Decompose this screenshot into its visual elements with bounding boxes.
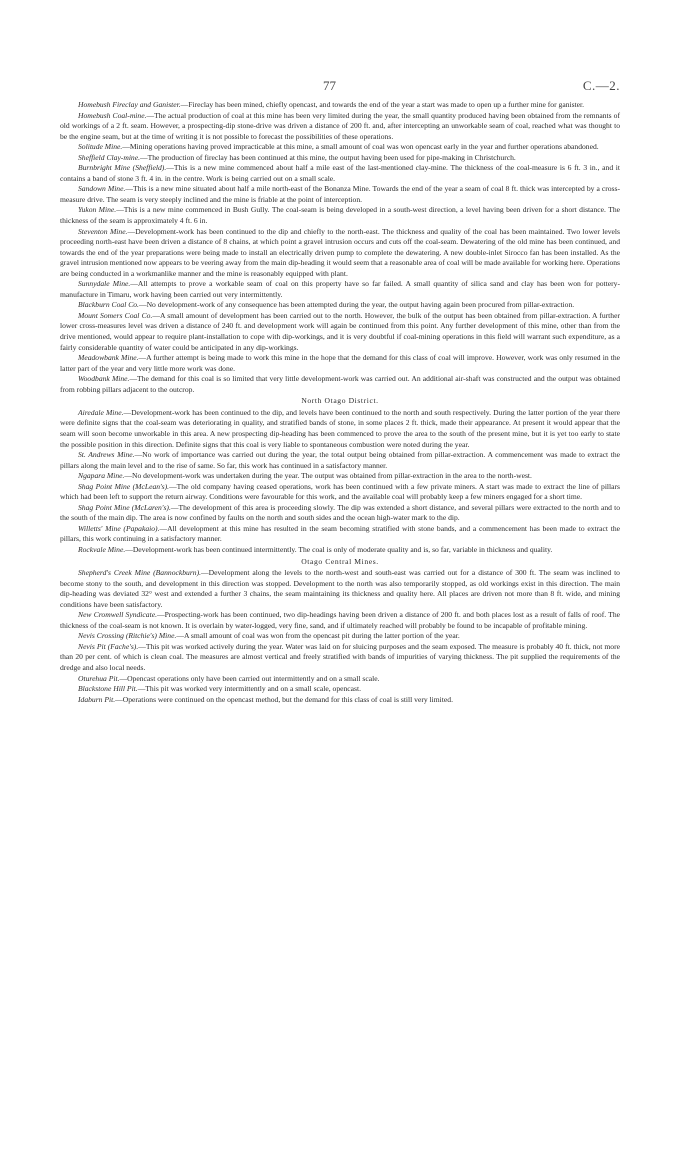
paragraph-heading: Solitude Mine. [78,142,123,152]
paragraph [60,300,620,311]
paragraph [60,482,620,503]
paragraph [60,642,620,674]
paragraph-text: —This is a new mine commenced in Bush Gully. The coal-seam is being developed in a south-west direction, a level having been driven for a short distance. The thickness of the seam is approximately 4 ft. 6 in. [60,205,620,226]
paragraph-heading: New Cromwell Syndicate. [78,610,157,620]
paragraph-text: —No work of importance was carried out during the year, the total output being obtained from pillar-extraction. A commencement was made to extract the pillars along the main level and to the rise of same. So far, this work has continued in a satisfactory manner. [60,450,621,470]
paragraph-text: —Development-work has been continued to the dip, and levels have been continued to the north and south respectively. During the latter portion of the year there were definite signs that the coal-seam was deteriorating in quality, and stratified bands of stone, in some places 2 ft. thick, made their appearance. At present it would appear that the seam will soon become unworkable in this area. A new prospecting dip-heading has been commenced to prove the area to the south of the present mine, but it is yet too early to state the possible position in this direction. Definite signs that this coal is very liable to spontaneous combustion were noted during the year. [60,407,620,449]
paragraph [60,374,620,395]
paragraph [60,311,620,353]
paragraph-heading: Oturehua Pit. [78,673,120,683]
page-header [60,78,620,100]
paragraph-heading: Yukon Mine. [78,205,117,215]
paragraph-text: —A further attempt is being made to work this mine in the hope that the demand for this class of coal will improve. However, work was only resumed in the latter part of the year and very little more work was done. [60,353,620,373]
paragraph [60,205,620,226]
paragraph-text: —The actual production of coal at this mine has been very limited during the year, the small quantity produced having been obtained from the remnants of old workings of a 2 ft. seam. However, a prospecting-dip stone-drive was driven a distance of 200 ft. and, after intercepting an unworkable seam of coal, reached what was thought to be the engine seam, but at the time of writing it is not possible to forecast the possibilities of these operations. [60,110,620,141]
paragraph [60,610,620,631]
paragraph-text: —Opencast operations only have been carried out intermittently and on a small scale. [119,673,380,683]
paragraph-text: —The old company having ceased operations, work has been continued with a few private miners. A start was made to extract the line of pillars which had been left to support the return airway. Conditions were favourable for this work, and the available coal will probably keep a few miners engaged for a short time. [60,481,620,502]
paragraph-text: —This is a new mine situated about half a mile north-east of the Bonanza Mine. Towards the end of the year a seam of coal 8 ft. thick was intercepted by a cross-measure drive. The seam is very steeply inclined and the mine is friable at the point of interception. [60,184,620,204]
paragraph-heading: St. Andrews Mine. [78,450,135,460]
paragraph-heading: Shag Point Mine (McLaren's). [78,502,171,512]
paragraph [60,153,620,164]
paragraph-heading: Woodbank Mine. [78,374,130,384]
paragraph-text: —This is a new mine commenced about half a mile east of the last-mentioned clay-mine. The thickness of the coal-measure is 6 ft. 3 in., and it contains a band of stone 3 ft. 4 in. in the centre. Work is being carried out on a small scale. [60,163,620,183]
paragraph-heading: Nevis Crossing (Ritchie's) Mine. [78,631,177,641]
paragraph-heading: Blackburn Coal Co. [78,300,139,310]
paragraph [60,408,620,450]
paragraph [60,279,620,300]
paragraph-text: —Mining operations having proved impracticable at this mine, a small amount of coal was won opencast early in the year and further operations abandoned. [122,142,599,152]
paragraph [60,674,620,685]
paragraph-heading: Sandown Mine. [78,184,126,194]
paragraph-text: —Operations were continued on the opencast method, but the demand for this class of coal is still very limited. [115,694,453,704]
paragraph-text: —No development-work was undertaken during the year. The output was obtained from pillar-extraction in the area to the north-west. [124,471,532,481]
paragraph-text: —All attempts to prove a workable seam of coal on this property have so far failed. A small quantity of silica sand and clay has been won for pottery-manufacture in Timaru, work having been carried out very intermittently. [60,279,620,299]
paragraph [60,568,620,610]
paragraph-text: —The development of this area is proceeding slowly. The dip was extended a short distance, and several pillars were extracted to the north and to the south of the main dip. The area is now confined by faults on the north and south sides and the ocean high-water mark to the dip. [60,502,621,523]
paragraph-heading: Homebush Fireclay and Ganister. [78,100,181,109]
paragraph-text: —A small amount of development has been carried out to the north. However, the bulk of the output has been obtained from pillar-extraction. A further lower cross-measures level was driven a distance of 240 ft. and development work will again be continued from this point. Any further development of this mine, other than from the drive mentioned, would appear to require plant-installation to cope with dip-workings, and it is very doubtful if coal-mining operations in this field will warrant such expenditure, as a fairly considerable quantity of water could be anticipated in any dip-workings. [60,310,620,352]
paragraph-text: —Fireclay has been mined, chiefly opencast, and towards the end of the year a start was made to open up a further mine for ganister. [180,100,585,109]
section-heading: Otago Central Mines. [301,556,379,566]
paragraph [60,227,620,280]
document-page [60,78,620,705]
paragraph-text: —Development-work has been continued intermittently. The coal is only of moderate quality and is, so far, variable in thickness and quality. [125,544,553,554]
paragraph-text: —Development-work has been continued to the dip and chiefly to the north-east. The thickness and quality of the coal has been maintained. Two lower levels proceeding north-east have been driven a distance of 8 chains, at which point a gravel intrusion occurs and cuts off the coal-seam. Dewatering of the old mine has been continued, and towards the end of the year preparations were being made to install an electrically driven pump to complete the dewatering. A new double-inlet Sirocco fan has been installed. As the gravel intrusion mentioned now appears to be veering away from the main dip-heading it would seem that a reasonable area of coal will be made available for working here. Operations are being conducted in a workmanlike manner and the mine is reasonably equipped with plant. [60,226,620,278]
paragraph-text: —The production of fireclay has been continued at this mine, the output having been used for pipe-making in Christchurch. [140,152,516,162]
paragraph-text: —A small amount of coal was won from the opencast pit during the latter portion of the year. [176,631,460,641]
paragraph [60,100,620,111]
paragraph [60,695,620,706]
paragraph [60,111,620,143]
paragraph-text: —This pit was worked very intermittently and on a small scale, opencast. [137,684,362,694]
paragraph-text: —The demand for this coal is so limited that very little development-work was carried out. An additional air-shaft was constructed and the output was obtained from robbing pillars adjacent to the outcrop. [60,374,620,394]
paragraph-heading: Rockvale Mine. [78,544,126,554]
paragraph [60,545,620,556]
paragraph-heading: Mount Somers Coal Co. [78,310,153,320]
paragraph-text: —This pit was worked actively during the year. Water was laid on for sluicing purposes and the seam exposed. The measure is probably 40 ft. thick, not more than 20 per cent. of which is clean coal. The measures are almost vertical and freely stratified with bands of impurities of varying thickness. The pit supplied the requirements of the dredge and also local needs. [60,641,620,672]
paragraph [60,503,620,524]
document-code: C.—2. [582,78,620,93]
paragraph-heading: Ngapara Mine. [78,471,125,481]
paragraph-text: —All development at this mine has resulted in the seam becoming stratified with stone bands, and a commencement has been made to extract the pillars, this work continuing in a satisfactory manner. [60,523,620,544]
paragraph-text: —Development along the levels to the north-west and south-east was carried out for a distance of 300 ft. The seam was inclined to become stony to the south, and development in this direction was stopped. Development to the north was also temporarily stopped, as old workings exist in this direction. The main dip-heading was deviated 32° west and extended a further 3 chains, the seam maintaining its thickness and quality here. All places are driven not more than 8 ft. wide, and mining conditions have been satisfactory. [60,568,620,609]
paragraph-heading: Sunnydale Mine. [78,279,131,289]
paragraph [60,353,620,374]
paragraph-heading: Willetts' Mine (Papakaio). [78,523,160,533]
page-number: 77 [323,78,336,93]
paragraph [60,684,620,695]
paragraph [60,471,620,482]
paragraph [60,631,620,642]
paragraph-heading: Idaburn Pit. [78,694,116,704]
paragraph-heading: Meadowbank Mine. [78,353,139,363]
paragraph-heading: Blackstone Hill Pit. [78,684,138,694]
paragraph-heading: Shag Point Mine (McLean's). [78,481,170,491]
paragraph-heading: Nevis Pit (Fache's). [78,641,139,651]
section-heading: North Otago District. [301,396,379,406]
paragraph [60,163,620,184]
paragraph [60,142,620,153]
paragraph-heading: Burnbright Mine (Sheffield). [78,163,167,173]
paragraph-text: —Prospecting-work has been continued, two dip-headings having been driven a distance of 200 ft. and both places lost as a result of falls of roof. The thickness of the coal-seam is not known. It is overlain by water-logged, very fine, sand, and if ultimately reached will probably be found to be incapable of profitable mining. [60,610,620,630]
paragraph-heading: Homebush Coal-mine. [78,110,147,120]
paragraph-text: —No development-work of any consequence has been attempted during the year, the output having again been procured from pillar-extraction. [138,300,575,310]
paragraph [60,524,620,545]
paragraph-heading: Steventon Mine. [78,226,128,236]
paragraph [60,450,620,471]
document-body [60,100,620,705]
paragraph-heading: Sheffield Clay-mine. [78,152,140,162]
paragraph-heading: Shepherd's Creek Mine (Bannockburn). [78,568,201,578]
paragraph-heading: Airedale Mine. [78,407,124,417]
paragraph [60,184,620,205]
